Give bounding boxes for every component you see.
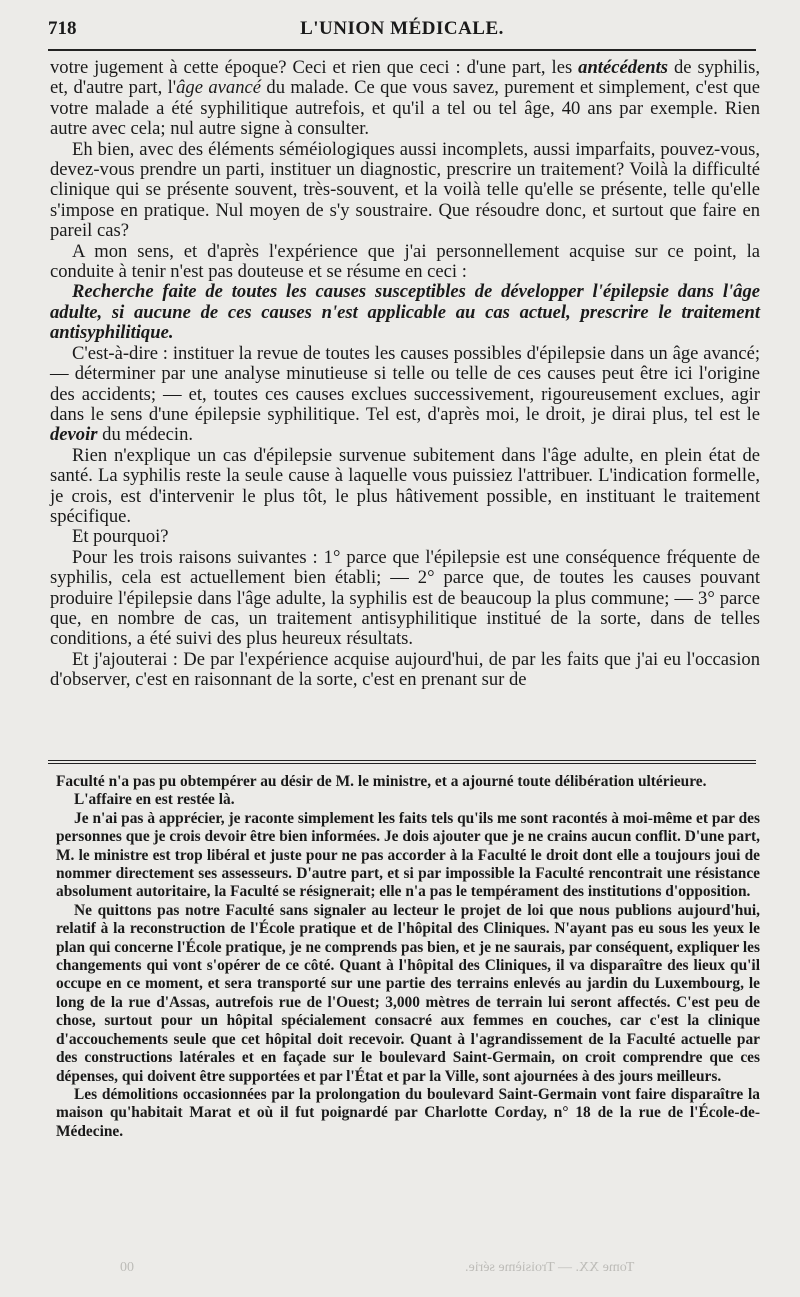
feuilleton-paragraph-1: Faculté n'a pas pu obtempérer au désir de M. le ministre, et a ajourné toute délibération ultérieure. xyxy=(56,773,707,790)
signature-mark: 00 xyxy=(120,1260,134,1275)
feuilleton-rule xyxy=(48,760,756,767)
page-header xyxy=(48,16,756,50)
feuilleton-paragraph-4: Ne quittons pas notre Faculté sans signaler au lecteur le projet de loi que nous publions aujourd'hui, relatif à la reconstruction de l'École pratique et de l'hôpital des Cliniques. N'ayant pas eu sous les yeux le plan qui concerne l'École pratique, je ne comprends pas bien, et je ne saurais, par conséquent, expliquer les changements qui vont s'opérer de ce côté. Quant à l'hôpital des Cliniques, il va disparaître des lieux qu'il occupe en ce moment, et sera transporté sur une partie des terrains enlevés au jardin du Luxembourg, le long de la rue d'Assas, autrefois rue de l'Ouest; 3,000 mètres de terrain lui seront affectés. C'est peu de chose, surtout pour un hôpital spécialement consacré aux femmes en couches, car c'est la clinique d'accouchements seule que cet hôpital doit recevoir. Quant à l'agrandissement de la Faculté actuelle par des constructions latérales et en façade sur le boulevard Saint-Germain, on croit comprendre que ces dépenses, qui doivent être supportées et par l'État et par la Ville, sont ajournées à des jours meilleurs. xyxy=(56,901,760,1085)
show-through-series: Tome XX. — Troisième série. xyxy=(465,1260,635,1275)
running-head: L'UNION MÉDICALE. xyxy=(300,18,504,39)
paragraph-8: Pour les trois raisons suivantes : 1° parce que l'épilepsie est une conséquence fréquente de syphilis, cela est actuellement bien établi; — 2° parce que, de toutes les causes pouvant produire l'épilepsie dans l'âge adulte, la syphilis est de beaucoup la plus commune; — 3° parce que, en nombre de cas, un traitement antisyphilitique institué de la sorte, dans de telles conditions, a été suivi des plus heureux résultats. xyxy=(50,546,760,650)
paragraph-6: Rien n'explique un cas d'épilepsie survenue subitement dans l'âge adulte, en plein état de santé. La syphilis reste la seule cause à laquelle vous puissiez l'attribuer. L'indication formelle, je crois, est d'intervenir le plus tôt, le plus hâtivement possible, en instituant le traitement spécifique. xyxy=(50,444,760,527)
paragraph-1: votre jugement à cette époque? Ceci et rien que ceci : d'une part, les antécédents de syphilis, et, d'autre part, l'âge avancé du malade. Ce que vous savez, purement et simplement, c'est que votre malade a été syphilitique autrefois, et qu'il a tel ou tel âge, 40 ans par exemple. Rien autre avec cela; nul autre signe à consulter. xyxy=(50,57,760,140)
feuilleton-paragraph-5: Les démolitions occasionnées par la prolongation du boulevard Saint-Germain vont faire disparaître la maison qu'habitait Marat et où il fut poignardé par Charlotte Corday, n° 18 de la rue de l'École-de-Médecine. xyxy=(56,1085,760,1140)
feuilleton-paragraph-2: L'affaire en est restée là. xyxy=(74,791,235,809)
feuilleton-paragraph-3: Je n'ai pas à apprécier, je raconte simplement les faits tels qu'ils me sont racontés à moi-même et par des personnes que je crois devoir être bien informées. Je dois ajouter que je ne crains aucun conflit. D'une part, M. le ministre est trop libéral et juste pour ne pas accorder à la Faculté le droit dont elle a toujours joui de nommer directement ses assesseurs. D'autre part, et si par impossible la Faculté rencontrait une résistance absolument autoritaire, la Faculté se résignerait; elle n'a pas le tempérament des institutions d'opposition. xyxy=(56,809,760,901)
paragraph-4-rule: Recherche faite de toutes les causes susceptibles de développer l'épilepsie dans l'âge adulte, si aucune de ces causes n'est applicable au cas actuel, prescrire le traitement antisyphilitique. xyxy=(50,281,760,344)
feuilleton-text xyxy=(56,773,760,1141)
paragraph-7: Et pourquoi? xyxy=(72,526,169,548)
paragraph-3: A mon sens, et d'après l'expérience que j'ai personnellement acquise sur ce point, la conduite à tenir n'est pas douteuse et se résume en ceci : xyxy=(50,240,760,283)
emphasis-devoir: devoir xyxy=(50,424,98,446)
emphasis-age-avance: âge avancé xyxy=(176,77,262,99)
paragraph-9: Et j'ajouterai : De par l'expérience acquise aujourd'hui, de par les faits que j'ai eu l'occasion d'observer, c'est en raisonnant de la sorte, c'est en prenant sur de xyxy=(50,648,760,691)
page-number: 718 xyxy=(48,18,77,39)
main-text xyxy=(50,58,760,691)
paragraph-5: C'est-à-dire : instituer la revue de toutes les causes possibles d'épilepsie dans un âge avancé; — déterminer par une analyse minutieuse si telle ou telle de ces causes peut être ici l'origine des accidents; — et, toutes ces causes exclues successivement, rigoureusement exclues, agir dans le sens d'une épilepsie syphilitique. Tel est, d'après moi, le droit, je dirai plus, tel est le devoir du médecin. xyxy=(50,342,760,446)
header-rule xyxy=(48,49,756,51)
paragraph-2: Eh bien, avec des éléments séméiologiques aussi incomplets, aussi imparfaits, pouvez-vous, devez-vous prendre un parti, instituer un diagnostic, prescrire un traitement? Voilà la difficulté clinique qui se présente souvent, très-souvent, et la voilà telle qu'elle se présente, telle qu'elle s'impose en pratique. Nul moyen de s'y soustraire. Que résoudre donc, et surtout que faire en pareil cas? xyxy=(50,138,760,242)
emphasis-antecedents: antécédents xyxy=(578,57,669,78)
